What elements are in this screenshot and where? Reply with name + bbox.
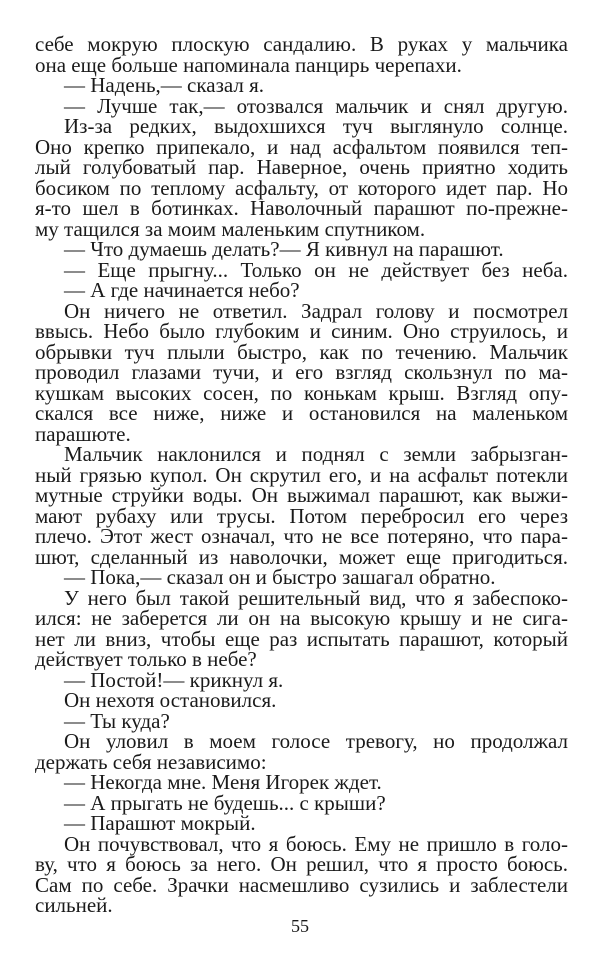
text-line: — Пока,— сказал он и быстро зашагал обратно. [64,565,496,589]
text-line: я-то шел в ботинках. Наволочный парашют по-прежне- [35,196,568,220]
text-line: Мальчик наклонился и поднял с земли забрызган- [64,442,568,466]
text-line: лый голубоватый пар. Наверное, очень приятно ходить [35,155,568,179]
text-line: му тащился за моим маленьким спутником. [35,216,426,241]
text-line: нет ли вниз, чтобы еще раз испытать парашют, который [35,626,568,651]
text-line: — Парашют мокрый. [64,811,256,835]
text-line: — Постой!— крикнул я. [64,667,284,692]
text-line: мутные струйки воды. Он выжимал парашют, как выжи- [35,483,568,507]
text-line: шют, сделанный из наволочки, может еще пригодиться. [35,544,568,569]
text-line: босиком по теплому асфальту, от которого идет пар. Но [35,175,568,200]
text-line: Он уловил в моем голосе тревогу, но продолжал [64,729,568,753]
text-line: действует только в небе? [35,647,257,671]
text-line: сильней. [35,893,113,917]
text-line: Сам по себе. Зрачки насмешливо сузились и заблестели [35,872,568,897]
text-line: парашюте. [35,421,131,446]
text-line: Оно крепко припекало, и над асфальтом появился теп- [35,134,568,159]
text-line: ился: не заберется ли он на высокую крышу и не сига- [35,606,568,630]
text-line: Он почувствовал, что я боюсь. Ему не пришло в голо- [64,831,568,856]
text-line: ву, что я боюсь за него. Он решил, что я просто боюсь. [35,852,568,876]
text-line: — Лучше так,— отозвался мальчик и снял другую. [64,93,568,118]
text-line: — Ты куда? [64,708,170,733]
text-line: держать себя независимо: [35,749,267,774]
text-line: мают рубаху или трусы. Потом перебросил его через [35,503,568,528]
text-line: — Еще прыгну... Только он не действует без неба. [64,257,568,282]
text-line: Из-за редких, выдохшихся туч выглянуло солнце. [64,114,568,138]
text-line: У него был такой решительный вид, что я забеспоко- [64,585,568,610]
text-line: ный грязью купол. Он скрутил его, и на асфальт потекли [35,462,568,487]
text-line: плечо. Этот жест означал, что не все потеряно, что пара- [35,524,568,548]
text-line: — А где начинается небо? [64,278,300,302]
text-line: Он ничего не ответил. Задрал голову и посмотрел [64,298,568,323]
text-line: скался все ниже, ниже и остановился на маленьком [35,401,568,425]
text-line: ввысь. Небо было глубоким и синим. Оно струилось, и [35,319,568,343]
text-line: обрывки туч плыли быстро, как по течению. Мальчик [35,339,568,364]
text-line: кушкам высоких сосен, по конькам крыш. Взгляд опу- [35,380,568,405]
page-number: 55 [291,916,309,936]
text-line: себе мокрую плоскую сандалию. В руках у мальчика [35,32,568,56]
text-line: Он нехотя остановился. [64,688,277,712]
book-page-text [35,34,568,916]
text-line: она еще больше напоминала панцирь черепахи. [35,52,462,77]
text-line: — Надень,— сказал я. [64,73,265,97]
text-line: — Некогда мне. Меня Игорек ждет. [64,770,382,794]
text-line: — А прыгать не будешь... с крыши? [64,790,386,815]
text-line: проводил глазами тучи, и его взгляд скользнул по ма- [35,360,568,384]
text-line: — Что думаешь делать?— Я кивнул на парашют. [64,237,504,261]
